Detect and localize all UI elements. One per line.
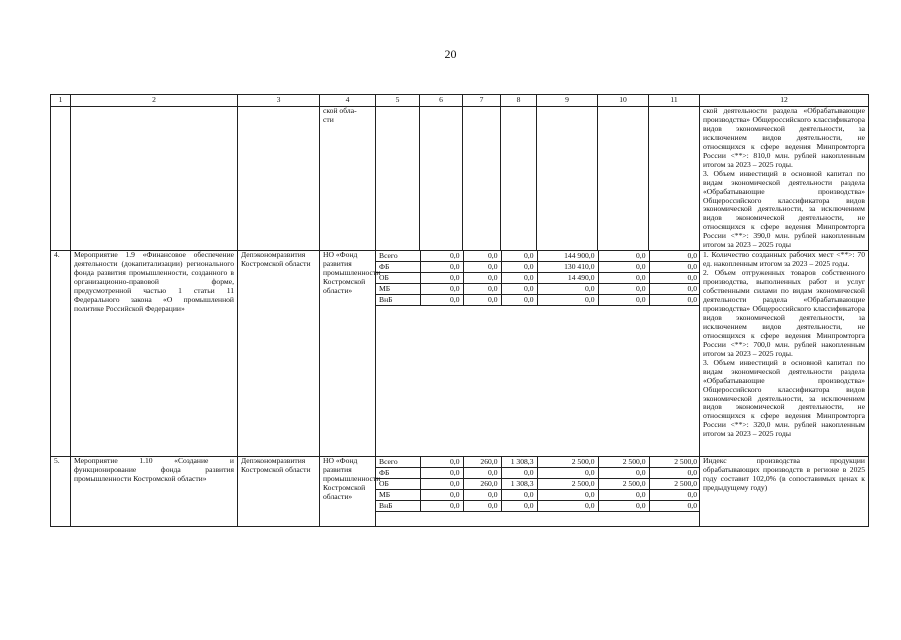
finance-value: 0,0 <box>420 501 463 512</box>
funding-source: ФБ <box>376 468 420 479</box>
funding-source: ОБ <box>376 479 420 490</box>
funding-source: Всего <box>376 457 420 468</box>
funding-source: ВнБ <box>376 295 420 306</box>
header-cell: 6 <box>420 95 463 107</box>
finance-block <box>376 457 700 527</box>
finance-value: 0,0 <box>501 490 537 501</box>
finance-row <box>376 468 700 479</box>
finance-subtable <box>376 251 700 306</box>
program-table <box>50 94 869 527</box>
finance-value: 0,0 <box>420 273 463 284</box>
header-cell: 9 <box>537 95 598 107</box>
finance-value: 144 900,0 <box>537 251 598 262</box>
header-row <box>51 95 869 107</box>
header-cell: 5 <box>376 95 420 107</box>
recipient-cell: ской обла- сти <box>320 107 376 251</box>
row-number: 4. <box>51 251 71 457</box>
finance-value: 0,0 <box>420 468 463 479</box>
finance-block <box>376 251 700 457</box>
finance-value: 0,0 <box>537 295 598 306</box>
finance-value: 2 500,0 <box>649 457 700 468</box>
finance-value: 0,0 <box>463 501 501 512</box>
finance-value: 0,0 <box>501 468 537 479</box>
finance-value: 0,0 <box>463 295 501 306</box>
row-number: 5. <box>51 457 71 527</box>
finance-value: 0,0 <box>537 468 598 479</box>
finance-value: 1 308,3 <box>501 479 537 490</box>
finance-value: 0,0 <box>537 284 598 295</box>
finance-value: 0,0 <box>598 295 649 306</box>
header-cell: 1 <box>51 95 71 107</box>
finance-value: 0,0 <box>537 490 598 501</box>
recipient-cell: НО «Фонд развития промышленности Костромской области» <box>320 251 376 457</box>
finance-value: 0,0 <box>463 468 501 479</box>
finance-value: 1 308,3 <box>501 457 537 468</box>
header-cell: 4 <box>320 95 376 107</box>
header-cell: 12 <box>700 95 869 107</box>
finance-value: 0,0 <box>501 295 537 306</box>
finance-value: 0,0 <box>463 490 501 501</box>
finance-value: 0,0 <box>501 501 537 512</box>
finance-value: 0,0 <box>649 262 700 273</box>
finance-value: 0,0 <box>649 273 700 284</box>
finance-value: 0,0 <box>501 251 537 262</box>
finance-row <box>376 501 700 512</box>
funding-source: ФБ <box>376 262 420 273</box>
funding-source: Всего <box>376 251 420 262</box>
table-row <box>51 457 869 527</box>
finance-value: 0,0 <box>463 251 501 262</box>
finance-value: 14 490,0 <box>537 273 598 284</box>
header-cell: 10 <box>598 95 649 107</box>
header-cell: 11 <box>649 95 700 107</box>
finance-value: 0,0 <box>649 490 700 501</box>
finance-value: 2 500,0 <box>537 457 598 468</box>
finance-value: 0,0 <box>463 284 501 295</box>
finance-value: 0,0 <box>501 273 537 284</box>
header-cell: 3 <box>238 95 320 107</box>
finance-value: 0,0 <box>420 262 463 273</box>
executor-cell: Депэкономразвития Костромской области <box>238 251 320 457</box>
finance-value: 0,0 <box>420 457 463 468</box>
funding-source: МБ <box>376 284 420 295</box>
continued-row <box>51 107 869 251</box>
finance-value: 0,0 <box>649 251 700 262</box>
result-cell: Индекс производства продукции обрабатывающих производств в регионе в 2025 году составит 102,0% (в сопоставимых ценах к предыдущему году) <box>700 457 869 527</box>
finance-value: 0,0 <box>598 251 649 262</box>
page-number: 20 <box>444 47 457 61</box>
finance-row <box>376 284 700 295</box>
finance-value: 0,0 <box>420 490 463 501</box>
finance-value: 0,0 <box>598 468 649 479</box>
funding-source: ВнБ <box>376 501 420 512</box>
table-row <box>51 251 869 457</box>
finance-row <box>376 490 700 501</box>
finance-value: 2 500,0 <box>598 479 649 490</box>
finance-value: 2 500,0 <box>649 479 700 490</box>
finance-value: 0,0 <box>501 284 537 295</box>
finance-row <box>376 262 700 273</box>
finance-subtable <box>376 457 700 512</box>
finance-row <box>376 457 700 468</box>
finance-value: 0,0 <box>649 295 700 306</box>
finance-value: 0,0 <box>420 284 463 295</box>
finance-value: 130 410,0 <box>537 262 598 273</box>
header-cell: 7 <box>463 95 501 107</box>
finance-value: 0,0 <box>501 262 537 273</box>
finance-value: 0,0 <box>649 468 700 479</box>
finance-value: 0,0 <box>420 251 463 262</box>
finance-value: 0,0 <box>598 273 649 284</box>
finance-value: 0,0 <box>420 295 463 306</box>
finance-value: 0,0 <box>598 501 649 512</box>
finance-value: 260,0 <box>463 479 501 490</box>
result-cell: 1. Количество созданных рабочих мест <**>: 70 ед. накопленным итогом за 2023 – 2025 годы. 2. Объем отгруженных товаров собственного производства, выполненных работ и услуг собственными силами по видам экономической деятельности раздела «Обрабатывающие производства» Общероссийского классификатора видов экономической деятельности, за исключением видов деятельности, не относящихся к сфере ведения Минпромторга России <**>: 700,0 млн. рублей накопленным итогом за 2023 – 2025 годы. 3. Объем инвестиций в основной капитал по видам экономической деятельности раздела «Обрабатывающие производства» Общероссийского классификатора видов экономической деятельности, за исключением видов экономической деятельности, не относящихся к сфере ведения Минпромторга России <**>: 320,0 млн. рублей накопленным итогом за 2023 – 2025 годы <box>700 251 869 457</box>
finance-row <box>376 295 700 306</box>
finance-value: 2 500,0 <box>598 457 649 468</box>
finance-value: 0,0 <box>463 262 501 273</box>
finance-value: 0,0 <box>598 284 649 295</box>
finance-row <box>376 251 700 262</box>
finance-value: 2 500,0 <box>537 479 598 490</box>
result-cell: ской деятельности раздела «Обрабатывающие производства» Общероссийского классификатора видов экономической деятельности, за исключением видов деятельности, не относящихся к сфере ведения Минпромторга России <**>: 810,0 млн. рублей накопленным итогом за 2023 – 2025 годы. 3. Объем инвестиций в основной капитал по видам экономической деятельности раздела «Обрабатывающие производства» Общероссийского классификатора видов экономической деятельности, за исключением видов экономической деятельности, не относящихся к сфере ведения Минпромторга России <**>: 390,0 млн. рублей накопленным итогом за 2023 – 2025 годы <box>700 107 869 251</box>
measure-name: Мероприятие 1.9 «Финансовое обеспечение деятельности (докапитализации) регионального фонда развития промышленности, созданного в организационно-правовой форме, предусмотренной частью 1 статьи 11 Федерального закона «О промышленной политике Российской Федерации» <box>71 251 238 457</box>
finance-value: 260,0 <box>463 457 501 468</box>
recipient-cell: НО «Фонд развития промышленности Костромской области» <box>320 457 376 527</box>
finance-value: 0,0 <box>420 479 463 490</box>
finance-row <box>376 479 700 490</box>
finance-value: 0,0 <box>649 501 700 512</box>
finance-row <box>376 273 700 284</box>
finance-value: 0,0 <box>537 501 598 512</box>
header-cell: 2 <box>71 95 238 107</box>
finance-value: 0,0 <box>598 490 649 501</box>
funding-source: МБ <box>376 490 420 501</box>
measure-name: Мероприятие 1.10 «Создание и функционирование фонда развития промышленности Костромской области» <box>71 457 238 527</box>
finance-value: 0,0 <box>649 284 700 295</box>
header-cell: 8 <box>501 95 537 107</box>
finance-value: 0,0 <box>598 262 649 273</box>
executor-cell: Депэкономразвития Костромской области <box>238 457 320 527</box>
finance-value: 0,0 <box>463 273 501 284</box>
funding-source: ОБ <box>376 273 420 284</box>
